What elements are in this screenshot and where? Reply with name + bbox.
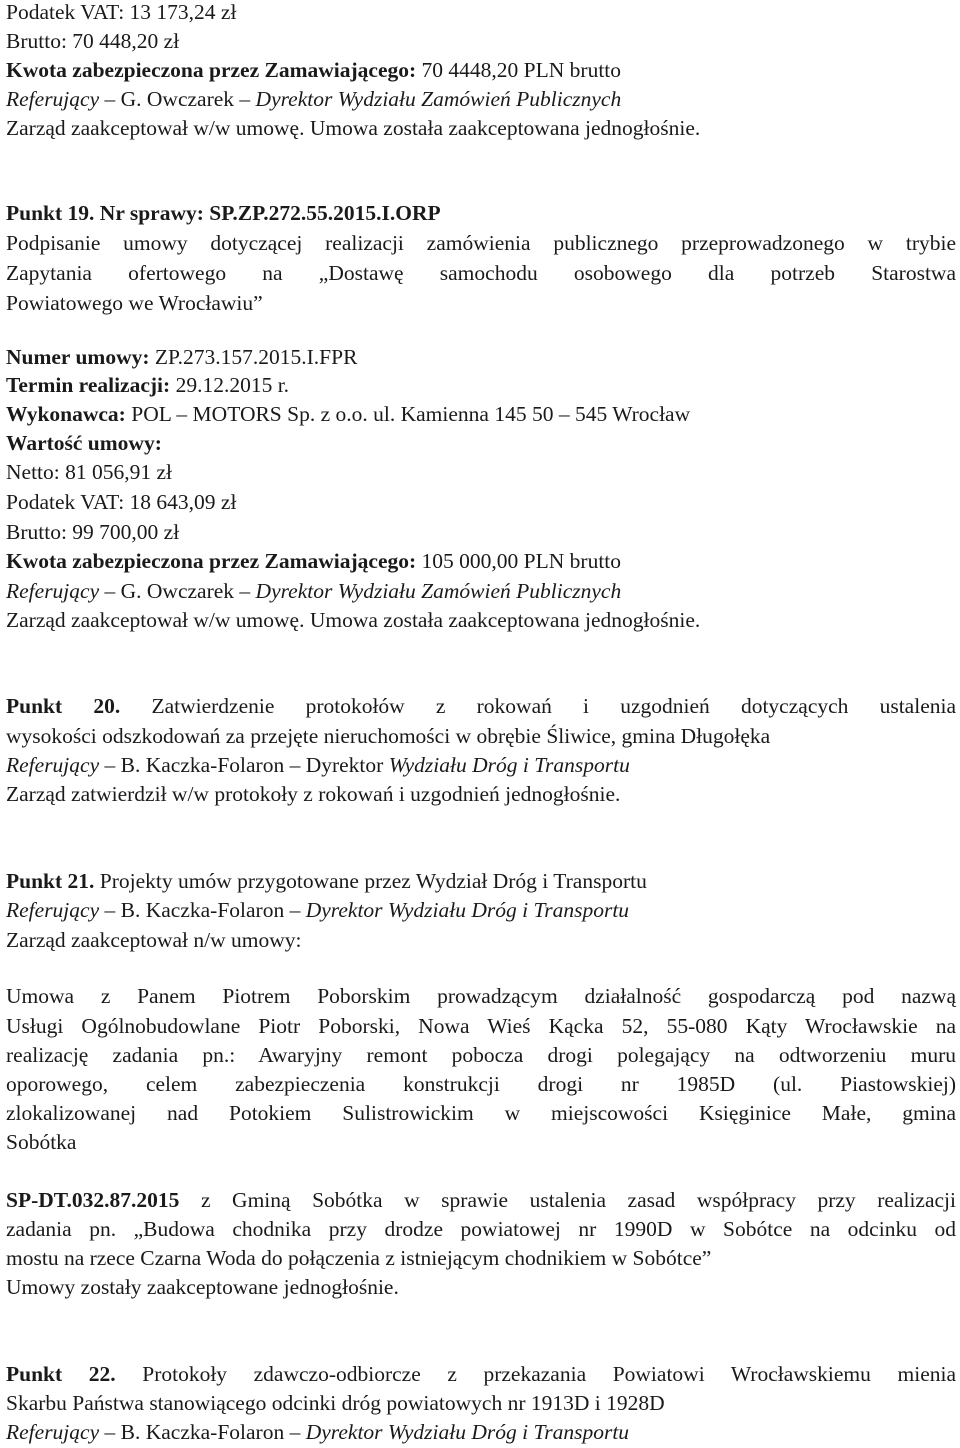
p21-accepted: Zarząd zaakceptował n/w umowy:	[6, 928, 302, 952]
top-kwota	[6, 55, 956, 85]
pm-ref-role: – Dyrektor Wydziału Zamówień Publicznych	[239, 579, 622, 603]
p20-title-1: Zatwierdzenie protokołów z rokowań i uzgodnień dotyczących ustalenia	[151, 694, 957, 718]
p21-umowa-line-6: Sobótka	[6, 1130, 77, 1154]
pm-netto: Netto: 81 056,91 zł	[6, 460, 173, 484]
p21-ref-role: – Dyrektor Wydziału Dróg i Transportu	[289, 898, 630, 922]
p20-ref-role: Wydziału Dróg i Transportu	[388, 753, 630, 777]
top-ref-label: Referujący	[6, 87, 100, 111]
p21-umowa-line-1: Umowa z Panem Piotrem Poborskim prowadzącym działalność gospodarczą pod nazwą	[6, 984, 956, 1008]
p21-umowa-line-3: realizację zadania pn.: Awaryjny remont pobocza drogi polegający na odtworzeniu muru	[6, 1043, 956, 1067]
p21-sp-line-3: mostu na rzece Czarna Woda do połączenia z istniejącym chodnikiem w Sobótce”	[6, 1246, 712, 1270]
pm-kwota-label: Kwota zabezpieczona przez Zamawiającego:	[6, 549, 417, 573]
top-decision: Zarząd zaakceptował w/w umowę. Umowa została zaakceptowana jednogłośnie.	[6, 116, 701, 140]
top-ref-name: – G. Owczarek	[104, 87, 235, 111]
p20-title-line-1	[6, 691, 956, 721]
p21-sp-line-1-rest: z Gminą Sobótka w sprawie ustalenia zasad współpracy przy realizacji	[200, 1188, 956, 1212]
p21-sp-line-2: zadania pn. „Budowa chodnika przy drodze powiatowej nr 1990D w Sobótce na odcinku od	[6, 1217, 956, 1241]
pm-desc-line-3: Powiatowego we Wrocławiu”	[6, 291, 263, 315]
p21-title-text: Projekty umów przygotowane przez Wydział Dróg i Transportu	[99, 869, 647, 893]
pm-desc-line-2: Zapytania ofertowego na „Dostawę samochodu osobowego dla potrzeb Starostwa	[6, 261, 956, 285]
p22-title-line-1	[6, 1359, 956, 1389]
pm-nr-value: ZP.273.157.2015.I.FPR	[154, 345, 358, 369]
pm-nr-umowy	[6, 342, 956, 372]
top-kwota-value: 70 4448,20 PLN brutto	[421, 58, 622, 82]
pm-wyk-value: POL – MOTORS Sp. z o.o. ul. Kamienna 145 50 – 545 Wrocław	[131, 402, 691, 426]
p22-ref-label: Referujący	[6, 1420, 100, 1444]
pm-referent	[6, 576, 956, 606]
p21-umowa-line-5: zlokalizowanej nad Potokiem Sulistrowickim w miejscowości Księginice Małe, gmina	[6, 1101, 956, 1125]
pm-desc-line-1: Podpisanie umowy dotyczącej realizacji zamówienia publicznego przeprowadzonego w trybie	[6, 231, 956, 255]
p21-referent	[6, 895, 956, 925]
pm-ref-name: – G. Owczarek	[104, 579, 235, 603]
p21-title	[6, 866, 956, 896]
pm-termin-value: 29.12.2015 r.	[175, 373, 290, 397]
p21-label: Punkt 21.	[6, 869, 95, 893]
p21-ref-name: – B. Kaczka-Folaron	[104, 898, 285, 922]
pm-wartosc-label: Wartość umowy:	[6, 431, 162, 455]
p22-title-1: Protokoły zdawczo-odbiorcze z przekazania Powiatowi Wrocławskiemu mienia	[142, 1362, 956, 1386]
top-brutto: Brutto: 70 448,20 zł	[6, 29, 180, 53]
pm-wyk-label: Wykonawca:	[6, 402, 126, 426]
p20-ref-label: Referujący	[6, 753, 100, 777]
pm-ref-label: Referujący	[6, 579, 100, 603]
p21-sp-code: SP-DT.032.87.2015	[6, 1188, 180, 1212]
pm-decision: Zarząd zaakceptował w/w umowę. Umowa została zaakceptowana jednogłośnie.	[6, 608, 701, 632]
top-kwota-label: Kwota zabezpieczona przez Zamawiającego:	[6, 58, 417, 82]
p21-ref-label: Referujący	[6, 898, 100, 922]
p20-label: Punkt 20.	[6, 694, 121, 718]
pm-kwota	[6, 546, 956, 576]
p21-umowa-line-2: Usługi Ogólnobudowlane Piotr Poborski, Nowa Wieś Kącka 52, 55-080 Kąty Wrocławskie na	[6, 1014, 956, 1038]
p22-referent	[6, 1417, 956, 1447]
pm-wykonawca	[6, 399, 956, 429]
top-ref-role: – Dyrektor Wydziału Zamówień Publicznych	[239, 87, 622, 111]
p22-ref-name: – B. Kaczka-Folaron	[104, 1420, 285, 1444]
p21-umowa-line-4: oporowego, celem zabezpieczenia konstrukcji drogi nr 1985D (ul. Piastowskiej)	[6, 1072, 956, 1096]
p20-title-line-2: wysokości odszkodowań za przejęte nieruchomości w obrębie Śliwice, gmina Długołęka	[6, 724, 771, 748]
p22-label: Punkt 22.	[6, 1362, 116, 1386]
top-vat: Podatek VAT: 13 173,24 zł	[6, 0, 237, 24]
pm-heading: Punkt 19. Nr sprawy: SP.ZP.272.55.2015.I.ORP	[6, 201, 441, 225]
pm-vat: Podatek VAT: 18 643,09 zł	[6, 490, 237, 514]
pm-termin	[6, 370, 956, 400]
pm-nr-label: Numer umowy:	[6, 345, 150, 369]
top-referent	[6, 84, 956, 114]
pm-brutto: Brutto: 99 700,00 zł	[6, 520, 180, 544]
p20-decision: Zarząd zatwierdził w/w protokoły z rokowań i uzgodnień jednogłośnie.	[6, 782, 621, 806]
p22-ref-role: – Dyrektor Wydziału Dróg i Transportu	[289, 1420, 630, 1444]
p20-referent	[6, 750, 956, 780]
p21-decision: Umowy zostały zaakceptowane jednogłośnie.	[6, 1275, 399, 1299]
p22-title-line-2: Skarbu Państwa stanowiącego odcinki dróg powiatowych nr 1913D i 1928D	[6, 1391, 665, 1415]
pm-termin-label: Termin realizacji:	[6, 373, 171, 397]
p20-ref-name: – B. Kaczka-Folaron – Dyrektor	[104, 753, 384, 777]
pm-kwota-value: 105 000,00 PLN brutto	[421, 549, 622, 573]
p21-sp-line-1	[6, 1185, 956, 1215]
